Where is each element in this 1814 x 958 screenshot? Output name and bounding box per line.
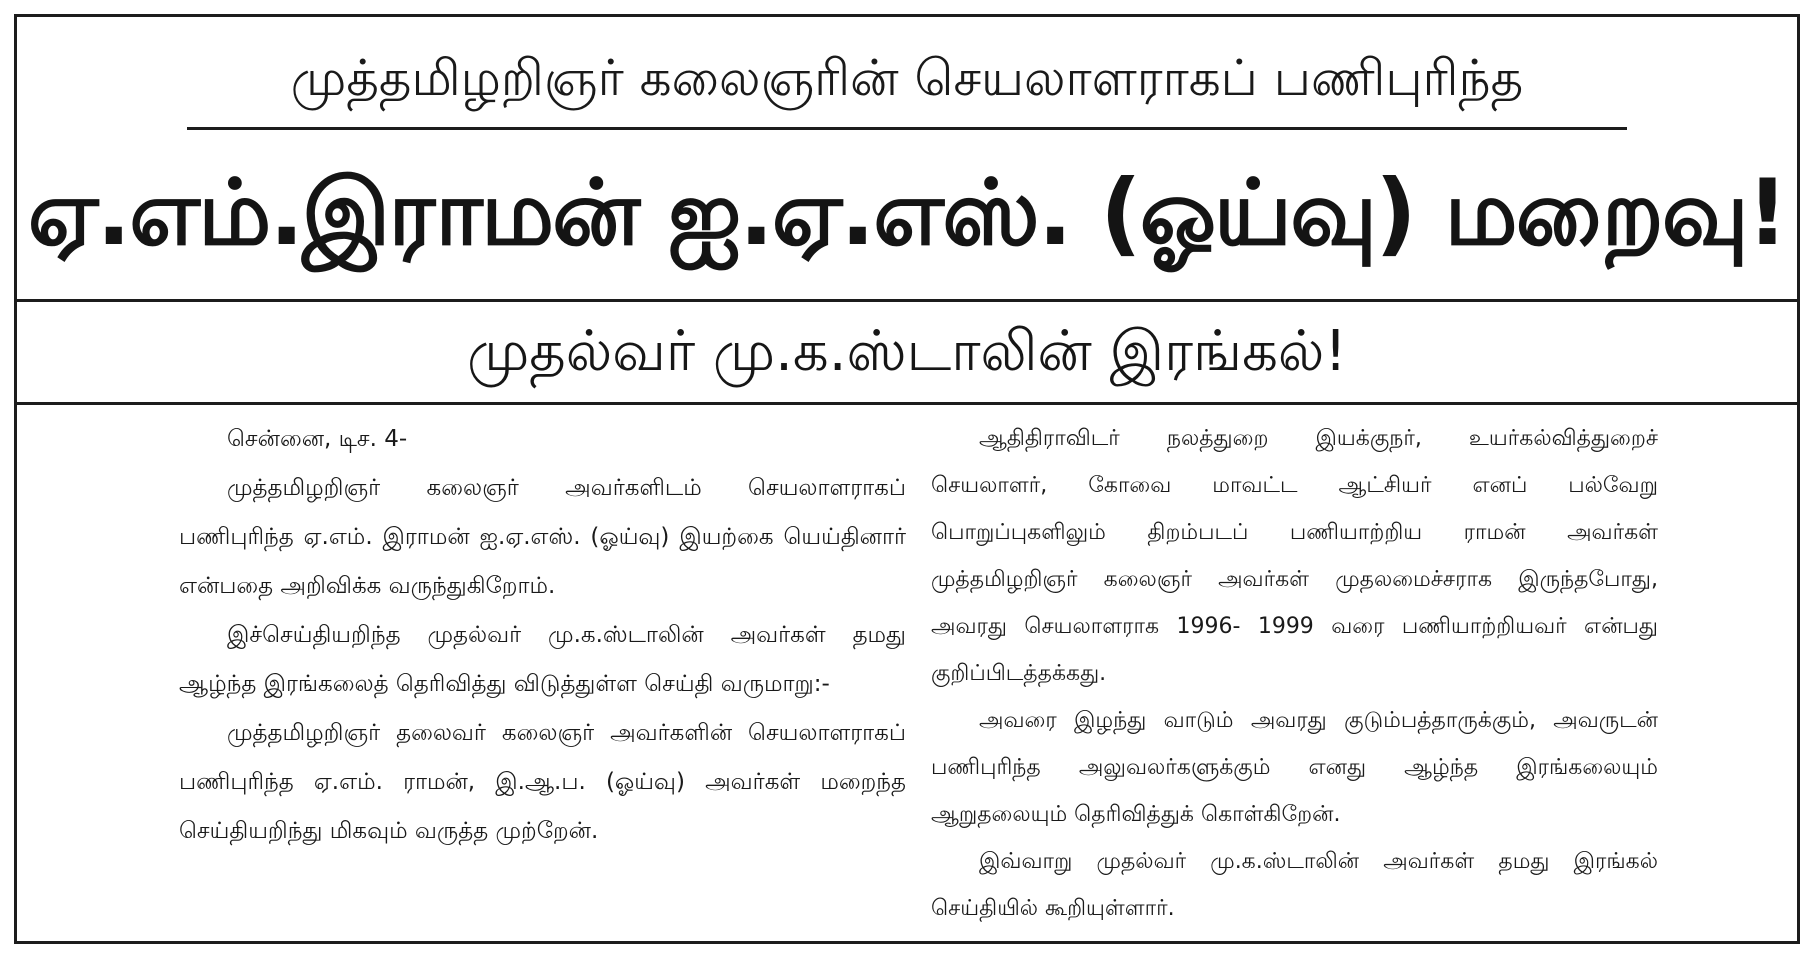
headline-block [17, 17, 1797, 302]
paragraph: இச்செய்தியறிந்த முதல்வர் மு.க.ஸ்டாலின் அவர்கள் தமது ஆழ்ந்த இரங்கலைத் தெரிவித்து விடுத்துள்ள செய்தி வருமாறு:- [179, 622, 906, 697]
paragraph: முத்தமிழறிஞர் கலைஞர் அவர்களிடம் செயலாளராகப் பணிபுரிந்த ஏ.எம். இராமன் ஐ.ஏ.எஸ். (ஓய்வு) இயற்கை யெய்தினார் என்பதை அறிவிக்க வருந்துகிறோம். [179, 475, 906, 599]
paragraph: ஆதிதிராவிடர் நலத்துறை இயக்குநர், உயர்கல்வித்துறைச் செயலாளர், கோவை மாவட்ட ஆட்சியர் எனப் பல்வேறு பொறுப்புகளிலும் திறம்படப் பணியாற்றிய ராமன் அவர்கள் முத்தமிழறிஞர் கலைஞர் அவர்கள் முதலமைச்சராக இருந்தபோது, அவரது செயலாளராக 1996- 1999 வரை பணியாற்றியவர் என்பது குறிப்பிடத்தக்கது. [931, 426, 1658, 686]
kicker-line: முத்தமிழறிஞர் கலைஞரின் செயலாளராகப் பணிபுரிந்த [290, 49, 1524, 107]
news-clipping [14, 14, 1800, 944]
paragraph: இவ்வாறு முதல்வர் மு.க.ஸ்டாலின் அவர்கள் தமது இரங்கல் செய்தியில் கூறியுள்ளார். [931, 849, 1658, 921]
article-column-left [179, 415, 906, 856]
main-headline: ஏ.எம்.இராமன் ஐ.ஏ.எஸ். (ஓய்வு) மறைவு! [27, 161, 1787, 266]
subhead-block [17, 302, 1797, 405]
paragraph: அவரை இழந்து வாடும் அவரது குடும்பத்தாருக்கும், அவருடன் பணிபுரிந்த அலுவலர்களுக்கும் எனது ஆழ்ந்த இரங்கலையும் ஆறுதலையும் தெரிவித்துக் கொள்கிறேன். [931, 708, 1658, 827]
dateline: சென்னை, டிச. 4- [227, 426, 408, 452]
paragraph: முத்தமிழறிஞர் தலைவர் கலைஞர் அவர்களின் செயலாளராகப் பணிபுரிந்த ஏ.எம். ராமன், இ.ஆ.ப. (ஓய்வு) அவர்கள் மறைந்த செய்தியறிந்து மிகவும் வருத்த முற்றேன். [179, 720, 906, 844]
kicker-underline [187, 127, 1627, 130]
subheadline: முதல்வர் மு.க.ஸ்டாலின் இரங்கல்! [467, 319, 1347, 384]
article-column-right [931, 415, 1658, 932]
